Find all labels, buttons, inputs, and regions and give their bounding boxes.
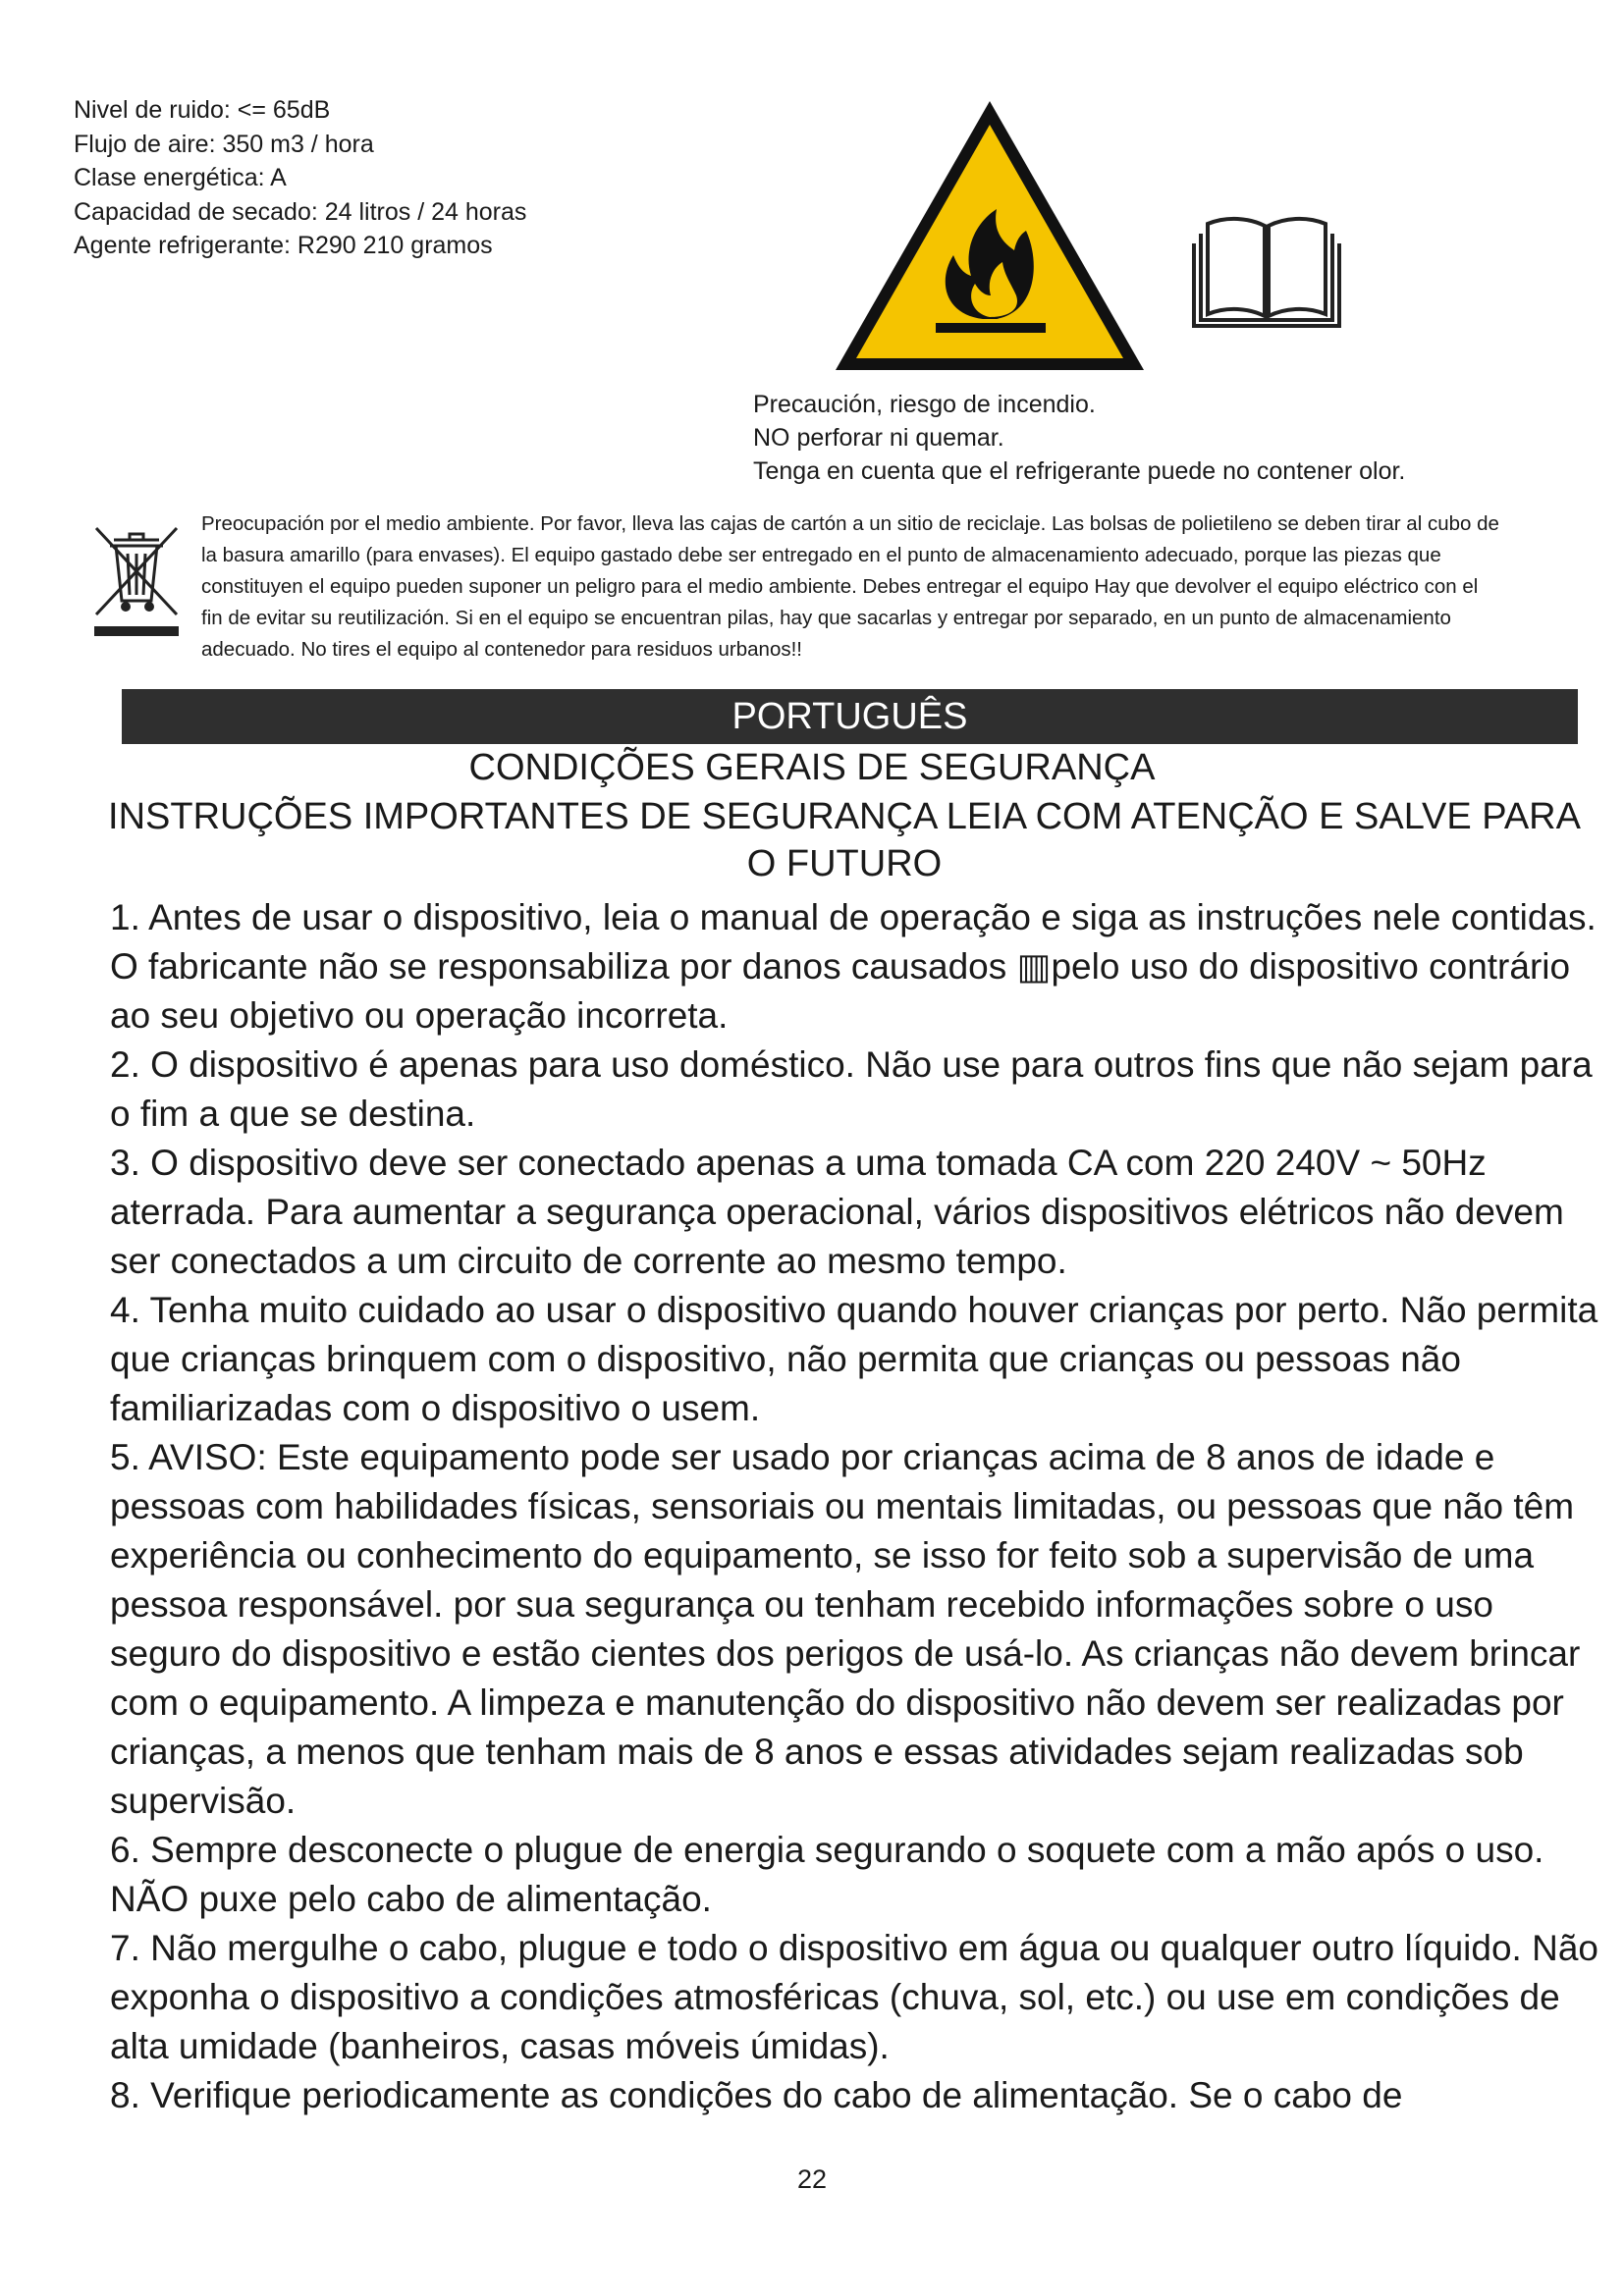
caution-line: NO perforar ni quemar.	[753, 424, 1004, 452]
specifications-list	[74, 93, 526, 263]
spec-noise-level: Nivel de ruido: <= 65dB	[74, 96, 331, 124]
instruction-paragraph: 4. Tenha muito cuidado ao usar o dispositivo quando houver crianças por perto. Não permita que crianças brinquem com o dispositivo, não permita que crianças ou pessoas não familiarizadas com o dispositivo o usem.	[110, 1290, 1598, 1428]
instruction-paragraph: 8. Verifique periodicamente as condições do cabo de alimentação. Se o cabo de	[110, 2075, 1403, 2115]
instruction-paragraph: 3. O dispositivo deve ser conectado apenas a uma tomada CA com 220 240V ~ 50Hz aterrada. Para aumentar a segurança operacional, vários dispositivos elétricos não devem ser conectados a um circuito de corrente ao mesmo tempo.	[110, 1143, 1564, 1281]
spec-airflow: Flujo de aire: 350 m3 / hora	[74, 130, 374, 158]
section-title: CONDIÇÕES GERAIS DE SEGURANÇA	[468, 747, 1156, 788]
read-manual-book-icon	[1188, 204, 1345, 332]
instruction-paragraph: 7. Não mergulhe o cabo, plugue e todo o dispositivo em água ou qualquer outro líquido. Não exponha o dispositivo a condições atmosféricas (chuva, sol, etc.) ou use em condições de alta umidade (banheiros, casas móveis úmidas).	[110, 1928, 1598, 2066]
instruction-paragraph: 6. Sempre desconecte o plugue de energia segurando o soquete com a mão após o uso. NÃO puxe pelo cabo de alimentação.	[110, 1830, 1544, 1919]
environment-notice: Preocupación por el medio ambiente. Por favor, lleva las cajas de cartón a un sitio de reciclaje. Las bolsas de polietileno se deben tirar al cubo de la basura amarillo (para envases). El equipo gastado debe ser entregado en el punto de almacenamiento adecuado, porque las piezas que constituyen el equipo pueden suponer un peligro para el medio ambiente. Debes entregar el equipo Hay que devolver el equipo eléctrico con el fin de evitar su reutilización. Si en el equipo se encuentran pilas, hay que sacarlas y entregar por separado, en un punto de almacenamiento adecuado. No tires el equipo al contenedor para residuos urbanos!!	[201, 512, 1499, 661]
instruction-paragraph: 1. Antes de usar o dispositivo, leia o manual de operação e siga as instruções nele contidas. O fabricante não se responsabiliza por danos causados ▥pelo uso do dispositivo contrário ao seu objetivo ou operação incorreta.	[110, 897, 1597, 1036]
spec-drying-capacity: Capacidad de secado: 24 litros / 24 horas	[74, 197, 527, 226]
instruction-paragraph: 2. O dispositivo é apenas para uso doméstico. Não use para outros fins que não sejam para o fim a que se destina.	[110, 1044, 1593, 1134]
safety-instructions	[110, 893, 1602, 2120]
page-number: 22	[796, 2164, 828, 2194]
spec-refrigerant: Agente refrigerante: R290 210 gramos	[74, 232, 493, 259]
spec-energy-class: Clase energética: A	[74, 164, 287, 191]
instruction-title: INSTRUÇÕES IMPORTANTES DE SEGURANÇA LEIA COM ATENÇÃO E SALVE PARA O FUTURO	[108, 796, 1581, 884]
crossed-out-wheelie-bin-icon	[90, 520, 184, 640]
language-header: PORTUGUÊS	[122, 689, 1578, 744]
fire-caution-text	[753, 388, 1405, 488]
flammable-warning-icon	[828, 93, 1152, 378]
caution-line: Precaución, riesgo de incendio.	[753, 391, 1096, 418]
instruction-paragraph: 5. AVISO: Este equipamento pode ser usado por crianças acima de 8 anos de idade e pessoas com habilidades físicas, sensoriais ou mentais limitadas, ou pessoas que não têm experiência ou conhecimento do equipamento, se isso for feito sob a supervisão de uma pessoa responsável. por sua segurança ou tenham recebido informações sobre o uso seguro do dispositivo e estão cientes dos perigos de usá-lo. As crianças não devem brincar com o equipamento. A limpeza e manutenção do dispositivo não devem ser realizadas por crianças, a menos que tenham mais de 8 anos e essas atividades sejam realizadas sob supervisão.	[110, 1437, 1581, 1821]
caution-line: Tenga en cuenta que el refrigerante puede no contener olor.	[753, 457, 1406, 485]
